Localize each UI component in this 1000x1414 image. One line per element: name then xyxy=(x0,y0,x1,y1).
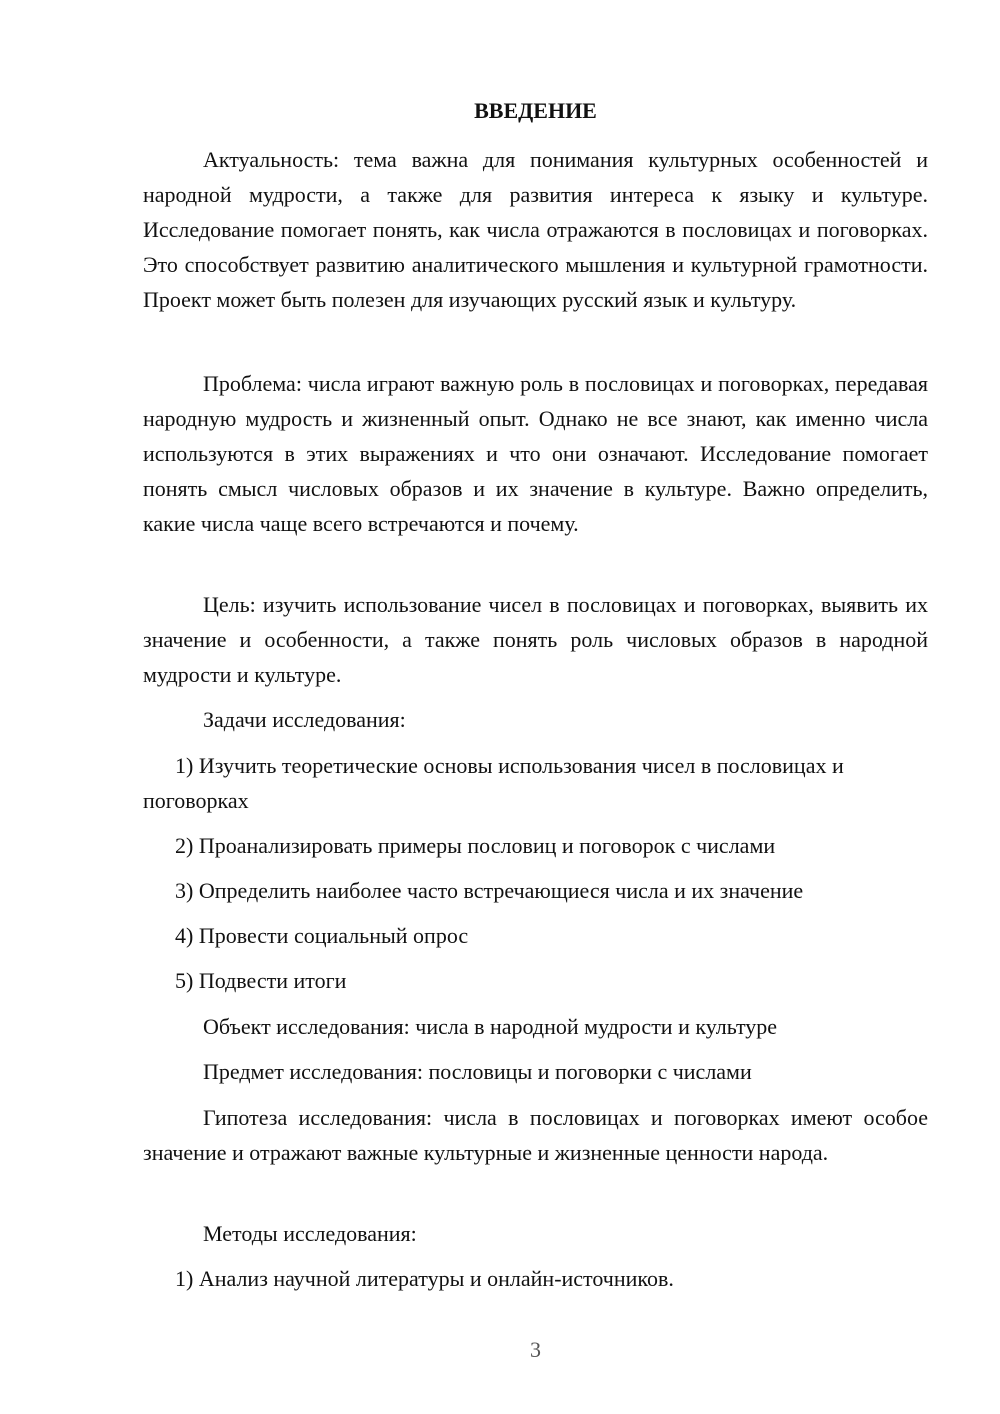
relevance-paragraph: Актуальность: тема важна для понимания культурных особенностей и народной мудрости, а также для развития интереса к языку и культуре. Исследование помогает понять, как числа отражаются в пословицах и поговорках. Это способствует развитию аналитического мышления и культурной грамотности. Проект может быть полезен для изучающих русский язык и культуру. xyxy=(143,147,928,312)
document-page xyxy=(143,0,928,1414)
problem-paragraph: Проблема: числа играют важную роль в пословицах и поговорках, передавая народную мудрость и жизненный опыт. Однако не все знают, как именно числа используются в этих выражениях и что они означают. Исследование помогает понять смысл числовых образов и их значение в культуре. Важно определить, какие числа чаще всего встречаются и почему. xyxy=(143,371,928,536)
task-item-4: 4) Провести социальный опрос xyxy=(175,923,469,948)
task-item-5: 5) Подвести итоги xyxy=(175,968,347,993)
methods-heading: Методы исследования: xyxy=(203,1221,417,1246)
tasks-heading: Задачи исследования: xyxy=(203,707,406,732)
task-item-2: 2) Проанализировать примеры пословиц и поговорок с числами xyxy=(175,833,776,858)
research-subject: Предмет исследования: пословицы и поговорки с числами xyxy=(203,1059,752,1084)
task-item-3: 3) Определить наиболее часто встречающиеся числа и их значение xyxy=(175,878,804,903)
page-number: 3 xyxy=(530,1337,541,1362)
task-item-1: 1) Изучить теоретические основы использования чисел в пословицах и поговорках xyxy=(143,753,844,813)
hypothesis-paragraph: Гипотеза исследования: числа в пословицах и поговорках имеют особое значение и отражают важные культурные и жизненные ценности народа. xyxy=(143,1105,928,1165)
research-object: Объект исследования: числа в народной мудрости и культуре xyxy=(203,1014,778,1039)
section-title: ВВЕДЕНИЕ xyxy=(474,98,597,123)
method-item-1: 1) Анализ научной литературы и онлайн-источников. xyxy=(175,1266,674,1291)
goal-paragraph: Цель: изучить использование чисел в пословицах и поговорках, выявить их значение и особенности, а также понять роль числовых образов в народной мудрости и культуре. xyxy=(143,592,928,687)
